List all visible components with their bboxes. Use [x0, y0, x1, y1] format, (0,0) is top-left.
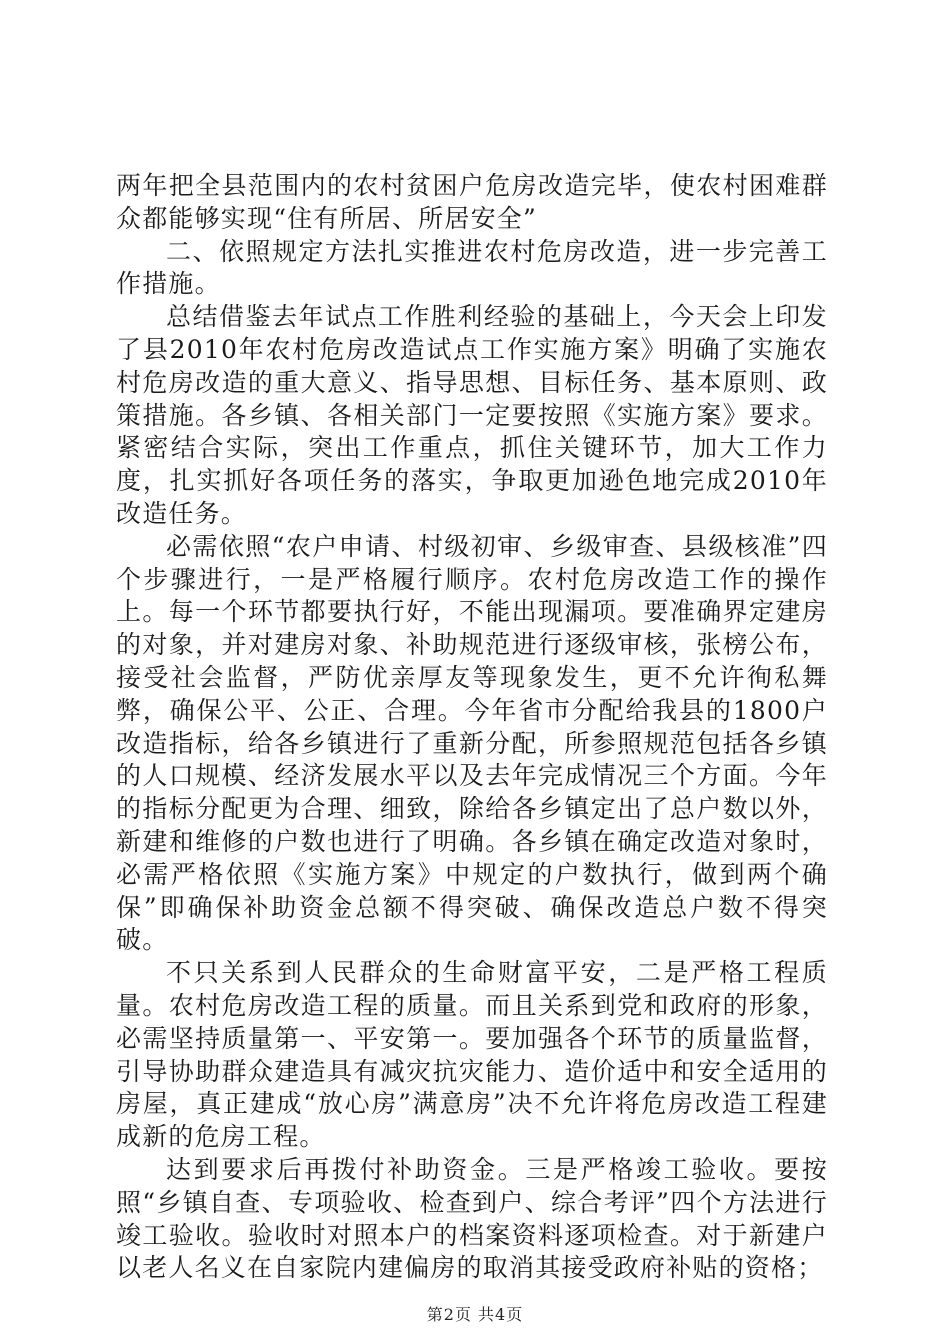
paragraph-3: 总结借鉴去年试点工作胜利经验的基础上，今天会上印发了县2010年农村危房改造试点工作实施方案》明确了实施农村危房改造的重大意义、指导思想、目标任务、基本原则、政策措施。各乡镇、各相关部门一定要按照《实施方案》要求。紧密结合实际，突出工作重点，抓住关键环节，加大工作力度，扎实抓好各项任务的落实，争取更加逊色地完成2010年改造任务。	[116, 302, 828, 528]
document-body	[116, 170, 828, 1285]
paragraph-4: 必需依照“农户申请、村级初审、乡级审查、县级核准”四个步骤进行，一是严格履行顺序。农村危房改造工作的操作上。每一个环节都要执行好，不能出现漏项。要准确界定建房的对象，并对建房对象、补助规范进行逐级审核，张榜公布，接受社会监督，严防优亲厚友等现象发生，更不允许徇私舞弊，确保公平、公正、合理。今年省市分配给我县的1800户改造指标，给各乡镇进行了重新分配，所参照规范包括各乡镇的人口规模、经济发展水平以及去年完成情况三个方面。今年的指标分配更为合理、细致，除给各乡镇定出了总户数以外，新建和维修的户数也进行了明确。各乡镇在确定改造对象时，必需严格依照《实施方案》中规定的户数执行，做到两个确保”即确保补助资金总额不得突破、确保改造总户数不得突破。	[116, 531, 828, 955]
paragraph-6: 达到要求后再拨付补助资金。三是严格竣工验收。要按照“乡镇自查、专项验收、检查到户、综合考评”四个方法进行竣工验收。验收时对照本户的档案资料逐项检查。对于新建户以老人名义在自家院内建偏房的取消其接受政府补贴的资格；	[116, 1154, 828, 1283]
paragraph-2: 二、依照规定方法扎实推进农村危房改造，进一步完善工作措施。	[116, 236, 828, 299]
page-footer: 第2页 共4页	[426, 1305, 524, 1324]
paragraph-5: 不只关系到人民群众的生命财富平安，二是严格工程质量。农村危房改造工程的质量。而且关系到党和政府的形象，必需坚持质量第一、平安第一。要加强各个环节的质量监督，引导协助群众建造具有减灾抗灾能力、造价适中和安全适用的房屋，真正建成“放心房”满意房”决不允许将危房改造工程建成新的危房工程。	[116, 958, 828, 1152]
paragraph-1: 两年把全县范围内的农村贫困户危房改造完毕，使农村困难群众都能够实现“住有所居、所居安全”	[116, 171, 828, 233]
